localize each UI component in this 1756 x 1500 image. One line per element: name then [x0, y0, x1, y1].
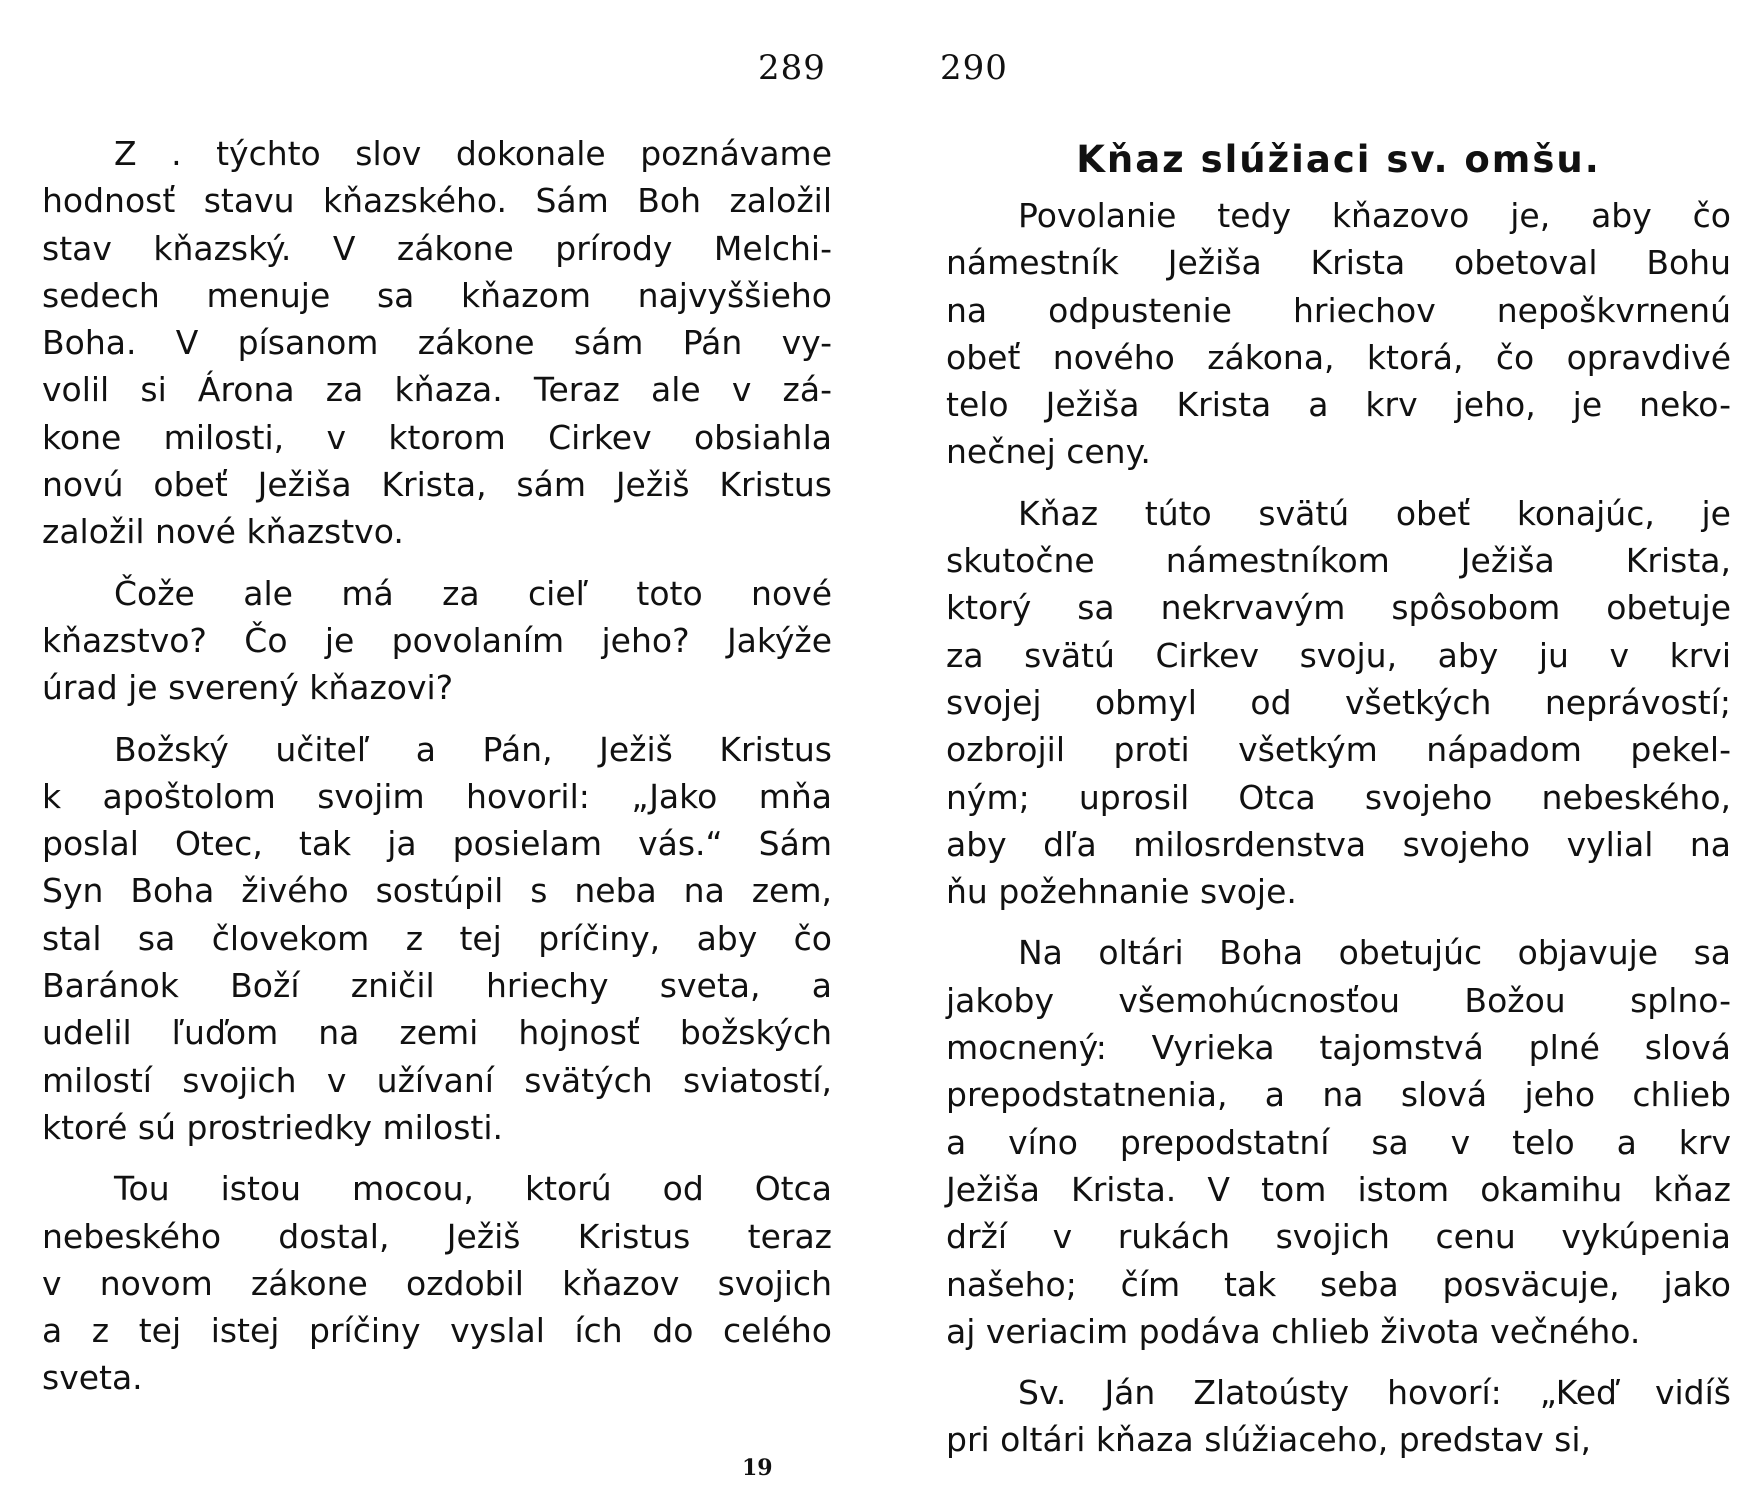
- paragraph: [42, 1165, 832, 1401]
- text-line: drží v rukách svojich cenu vykúpenia: [946, 1217, 1731, 1257]
- text-line: aj veriacim podáva chlieb života večného.: [946, 1311, 1641, 1351]
- text-line: nečnej ceny.: [946, 432, 1151, 472]
- text-line: jakoby všemohúcnosťou Božou splno-: [946, 980, 1731, 1020]
- text-line: Sv. Ján Zlatoústy hovorí: „Keď vidíš: [1018, 1373, 1731, 1413]
- page-number: 290: [940, 48, 1008, 88]
- text-line: kone milosti, v ktorom Cirkev obsiahla: [42, 417, 832, 457]
- page-number: 289: [758, 48, 826, 88]
- page-body: [946, 192, 1731, 1478]
- text-line: volil si Árona za kňaza. Teraz ale v zá-: [42, 370, 832, 410]
- right-page: [878, 0, 1756, 1500]
- text-line: Na oltári Boha obetujúc objavuje sa: [1018, 933, 1731, 973]
- text-line: úrad je sverený kňazovi?: [42, 668, 454, 708]
- text-line: Syn Boha živého sostúpil s neba na zem,: [42, 871, 832, 911]
- text-line: a z tej istej príčiny vyslal ích do celého: [42, 1311, 832, 1351]
- paragraph: [946, 1369, 1731, 1464]
- text-line: stav kňazský. V zákone prírody Melchi-: [42, 228, 832, 268]
- text-line: kňazstvo? Čo je povolaním jeho? Jakýže: [42, 620, 832, 660]
- text-line: ktorý sa nekrvavým spôsobom obetuje: [946, 588, 1731, 628]
- text-line: ktoré sú prostriedky milosti.: [42, 1107, 503, 1147]
- text-line: Čože ale má za cieľ toto nové: [114, 573, 832, 613]
- text-line: v novom zákone ozdobil kňazov svojich: [42, 1263, 832, 1303]
- text-line: obeť nového zákona, ktorá, čo opravdivé: [946, 337, 1731, 377]
- text-line: založil nové kňazstvo.: [42, 512, 404, 552]
- text-line: svojej obmyl od všetkých neprávostí;: [946, 682, 1731, 722]
- text-line: udelil ľuďom na zemi hojnosť božských: [42, 1013, 832, 1053]
- text-line: milostí svojich v užívaní svätých sviatostí,: [42, 1060, 832, 1100]
- text-line: stal sa človekom z tej príčiny, aby čo: [42, 918, 832, 958]
- text-line: Z . týchto slov dokonale poznávame: [114, 134, 832, 173]
- text-line: ňu požehnanie svoje.: [946, 872, 1297, 912]
- text-line: sedech menuje sa kňazom najvyššieho: [42, 275, 832, 315]
- paragraph: [946, 929, 1731, 1355]
- text-line: aby dľa milosrdenstva svojeho vylial na: [946, 824, 1731, 864]
- paragraph: [42, 726, 832, 1152]
- paragraph: [946, 192, 1731, 476]
- page-body: [42, 130, 832, 1416]
- text-line: pri oltári kňaza slúžiaceho, predstav si,: [946, 1420, 1591, 1460]
- text-line: k apoštolom svojim hovoril: „Jako mňa: [42, 776, 832, 816]
- text-line: Tou istou mocou, ktorú od Otca: [114, 1169, 832, 1209]
- text-line: mocnený: Vyrieka tajomstvá plné slová: [946, 1028, 1731, 1068]
- text-line: Božský učiteľ a Pán, Ježiš Kristus: [114, 729, 832, 769]
- paragraph: [946, 490, 1731, 916]
- paragraph: [42, 130, 832, 556]
- text-line: sveta.: [42, 1358, 143, 1398]
- text-line: na odpustenie hriechov nepoškvrnenú: [946, 290, 1731, 330]
- text-line: poslal Otec, tak ja posielam vás.“ Sám: [42, 824, 832, 864]
- text-line: ným; uprosil Otca svojeho nebeského,: [946, 777, 1731, 817]
- text-line: Kňaz túto svätú obeť konajúc, je: [1018, 493, 1731, 533]
- text-line: Baránok Boží zničil hriechy sveta, a: [42, 966, 832, 1006]
- section-heading: Kňaz slúžiaci sv. omšu.: [1076, 138, 1601, 181]
- text-line: skutočne námestníkom Ježiša Krista,: [946, 541, 1731, 581]
- paragraph: [42, 570, 832, 712]
- text-line: námestník Ježiša Krista obetoval Bohu: [946, 243, 1731, 283]
- text-line: Povolanie tedy kňazovo je, aby čo: [1018, 196, 1731, 235]
- text-line: za svätú Cirkev svoju, aby ju v krvi: [946, 635, 1731, 675]
- text-line: telo Ježiša Krista a krv jeho, je neko-: [946, 385, 1731, 425]
- text-line: Ježiša Krista. V tom istom okamihu kňaz: [946, 1169, 1731, 1209]
- text-line: našeho; čím tak seba posväcuje, jako: [946, 1264, 1731, 1304]
- text-line: hodnosť stavu kňazského. Sám Boh založil: [42, 181, 832, 221]
- text-line: nebeského dostal, Ježiš Kristus teraz: [42, 1216, 832, 1256]
- text-line: ozbrojil proti všetkým nápadom pekel-: [946, 730, 1731, 770]
- signature-mark: 19: [742, 1455, 773, 1481]
- text-line: Boha. V písanom zákone sám Pán vy-: [42, 323, 832, 363]
- text-line: prepodstatnenia, a na slová jeho chlieb: [946, 1075, 1731, 1115]
- text-line: a víno prepodstatní sa v telo a krv: [946, 1122, 1731, 1162]
- text-line: novú obeť Ježiša Krista, sám Ježiš Kristus: [42, 465, 832, 505]
